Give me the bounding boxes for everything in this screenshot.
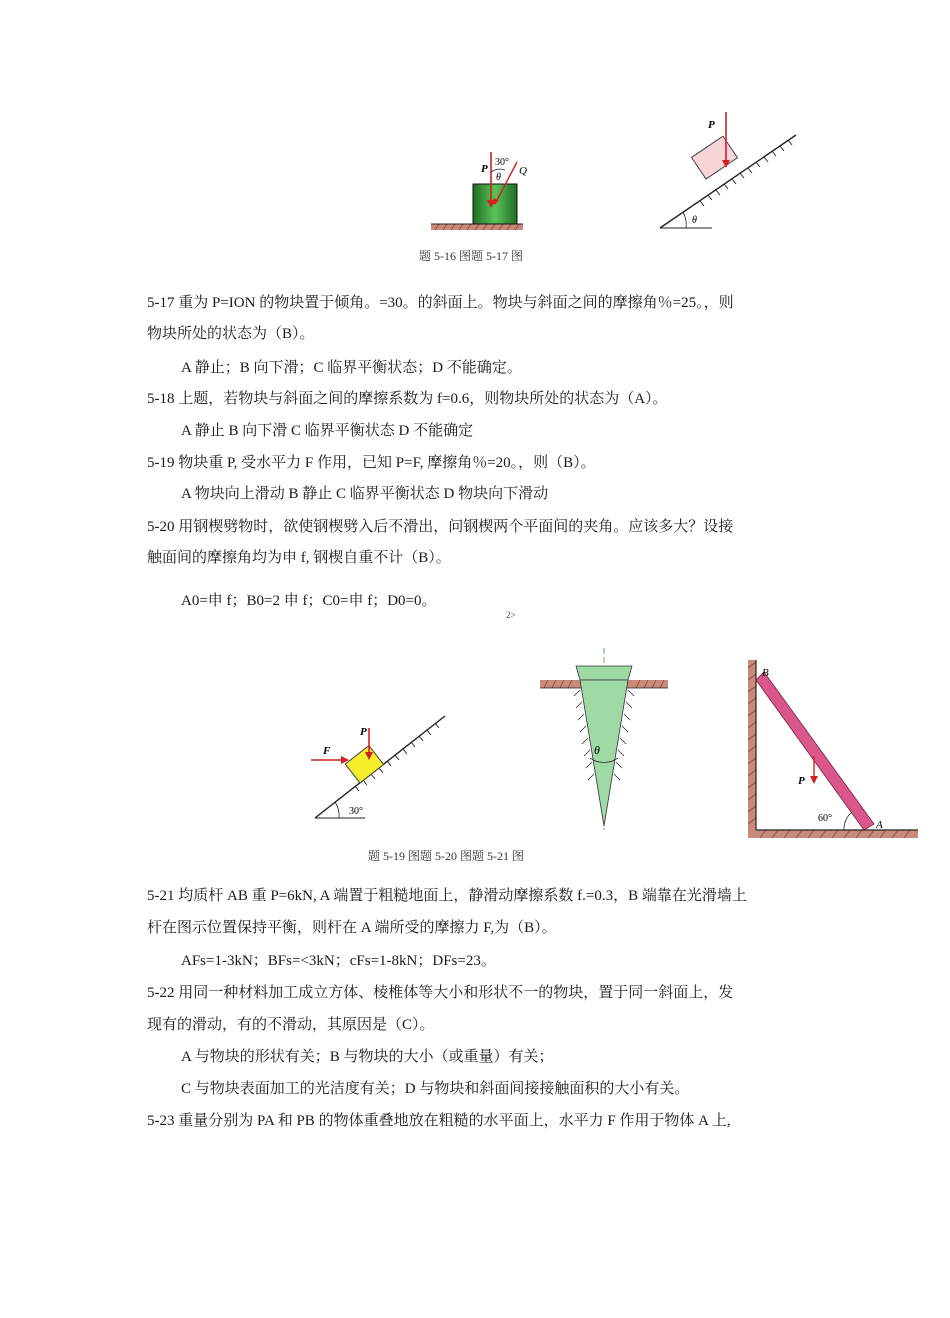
label-p: P (481, 163, 488, 175)
figure-5-16 (425, 148, 530, 238)
wall-hatch (748, 660, 756, 832)
q519-options: A 物块向上滑动 B 静止 C 临界平衡状态 D 物块向下滑动 (181, 486, 549, 502)
caption-mid: 题 5-19 图题 5-20 图题 5-21 图 (368, 849, 524, 863)
label-p: P (360, 726, 367, 738)
page-mark: 2> (506, 610, 516, 620)
caption-top: 题 5-16 图题 5-17 图 (419, 249, 523, 263)
q522-line2: 现有的滑动，有的不滑动，其原因是（C）。 (147, 1017, 435, 1033)
label-theta: θ (496, 172, 501, 183)
label-theta: θ (594, 743, 600, 757)
label-f: F (323, 745, 331, 757)
label-b: B (762, 667, 769, 679)
figure-5-21 (742, 658, 920, 840)
label-angle: 30° (349, 806, 363, 817)
q517-line1: 5-17 重为 P=ION 的物块置于倾角。=30。的斜面上。物块与斜面之间的摩擦角％=25。，则 (147, 295, 734, 311)
figure-5-20 (540, 646, 670, 832)
q519-line1: 5-19 物块重 P, 受水平力 F 作用，已知 P=F, 摩擦角％=20。，则（B）。 (147, 455, 596, 471)
label-a: A (876, 819, 883, 831)
wedge-head (576, 666, 632, 680)
q518-options: A 静止 B 向下滑 C 临界平衡状态 D 不能确定 (181, 423, 474, 439)
label-p: P (708, 119, 715, 131)
label-theta: θ (692, 215, 697, 226)
q521-options: AFs=1-3kN；BFs=<3kN；cFs=1-8kN；DFs=23。 (181, 953, 496, 969)
label-angle: 30° (495, 157, 509, 168)
q520-line1: 5-20 用钢楔劈物时，欲使钢楔劈入后不滑出，问钢楔两个平面间的夹角。应该多大？设接 (147, 519, 734, 535)
label-p: P (798, 775, 805, 787)
figure-5-17 (656, 108, 801, 233)
yellow-block (345, 746, 383, 783)
q518-line1: 5-18 上题，若物块与斜面之间的摩擦系数为 f=0.6，则物块所处的状态为（A）。 (147, 391, 668, 407)
q523-line1: 5-23 重量分别为 PA 和 PB 的物体重叠地放在粗糙的水平面上，水平力 F 作用于物体 A 上, (147, 1113, 731, 1129)
q522-line1: 5-22 用同一种材料加工成立方体、棱椎体等大小和形状不一的物块，置于同一斜面上，发 (147, 985, 734, 1001)
label-angle: 60° (818, 813, 832, 824)
q522-options2: C 与物块表面加工的光洁度有关；D 与物块和斜面间接接触面积的大小有关。 (181, 1081, 690, 1097)
q522-options1: A 与物块的形状有关；B 与物块的大小（或重量）有关； (181, 1049, 554, 1065)
q520-options: A0=申 f；B0=2 申 f；C0=申 f；D0=0。 (181, 593, 437, 609)
q521-line1: 5-21 均质杆 AB 重 P=6kN, A 端置于粗糙地面上，静滑动摩擦系数 f.=0.3，B 端靠在光滑墙上 (147, 888, 747, 904)
q517-line2: 物块所处的状态为（B）。 (147, 326, 315, 342)
rod-ab (756, 672, 874, 830)
q520-line2: 触面间的摩擦角均为申 f, 钢楔自重不计（B）。 (147, 550, 451, 566)
figure-5-19 (305, 710, 450, 822)
q521-line2: 杆在图示位置保持平衡，则杆在 A 端所受的摩擦力 F,为（B）。 (147, 920, 557, 936)
label-q: Q (519, 165, 527, 177)
q517-options: A 静止；B 向下滑；C 临界平衡状态；D 不能确定。 (181, 360, 522, 376)
pink-block (691, 136, 737, 179)
